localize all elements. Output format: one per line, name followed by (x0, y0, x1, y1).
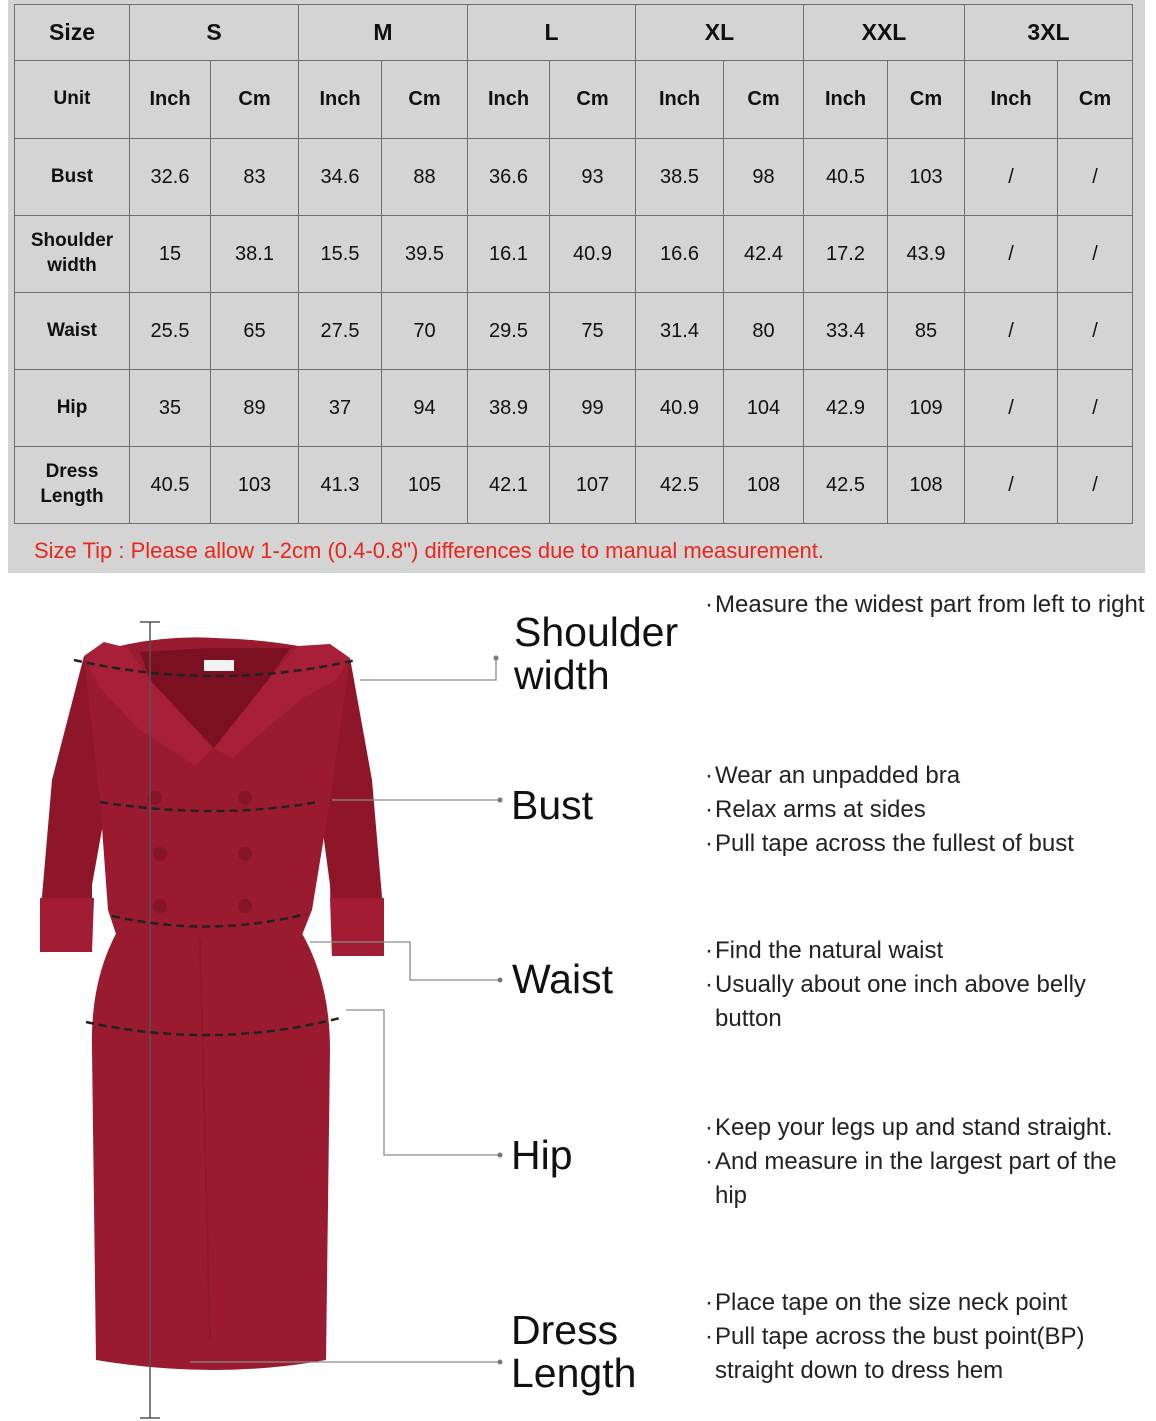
value-cell: / (965, 293, 1058, 370)
value-cell: 70 (382, 293, 468, 370)
value-cell: 109 (888, 370, 965, 447)
value-cell: 29.5 (468, 293, 550, 370)
value-cell: 85 (888, 293, 965, 370)
value-cell: 38.5 (636, 139, 724, 216)
guide-note: · Place tape on the size neck point (705, 1286, 1150, 1320)
size-header-row (15, 5, 1133, 61)
size-m: M (299, 5, 468, 61)
value-cell: / (1058, 370, 1133, 447)
value-cell: 75 (550, 293, 636, 370)
size-header-label: Size (15, 5, 130, 61)
value-cell: 32.6 (130, 139, 211, 216)
value-cell: 83 (211, 139, 299, 216)
unit-cell: Inch (299, 61, 382, 139)
value-cell: 35 (130, 370, 211, 447)
guide-note: · Find the natural waist (705, 934, 1150, 968)
guide-notes-hip (705, 1111, 1150, 1213)
guide-notes-bust (705, 759, 1150, 861)
guide-note: · Pull tape across the bust point(BP) straight down to dress hem (705, 1320, 1150, 1388)
value-cell: / (1058, 216, 1133, 293)
value-cell: / (965, 216, 1058, 293)
value-cell: 15 (130, 216, 211, 293)
value-cell: 36.6 (468, 139, 550, 216)
row-label: Waist (15, 293, 130, 370)
value-cell: 105 (382, 447, 468, 524)
value-cell: 98 (724, 139, 804, 216)
unit-cell: Cm (724, 61, 804, 139)
value-cell: 33.4 (804, 293, 888, 370)
value-cell: 31.4 (636, 293, 724, 370)
value-cell: 17.2 (804, 216, 888, 293)
row-label: Dress Length (15, 447, 130, 524)
value-cell: 108 (888, 447, 965, 524)
measure-row-bust (15, 139, 1133, 216)
value-cell: 40.5 (804, 139, 888, 216)
unit-cell: Cm (1058, 61, 1133, 139)
value-cell: 15.5 (299, 216, 382, 293)
value-cell: 42.5 (804, 447, 888, 524)
unit-cell: Inch (804, 61, 888, 139)
value-cell: 38.1 (211, 216, 299, 293)
value-cell: / (965, 447, 1058, 524)
value-cell: 103 (211, 447, 299, 524)
row-label: Shoulder width (15, 216, 130, 293)
guide-title-hip: Hip (511, 1132, 573, 1178)
guide-notes-shoulder-width (705, 588, 1150, 622)
unit-cell: Inch (130, 61, 211, 139)
guide-title-shoulder-width: Shoulder width (514, 609, 679, 698)
guide-title-waist: Waist (512, 956, 613, 1002)
value-cell: 38.9 (468, 370, 550, 447)
value-cell: 108 (724, 447, 804, 524)
value-cell: 16.6 (636, 216, 724, 293)
size-chart-table (14, 4, 1133, 524)
value-cell: 93 (550, 139, 636, 216)
value-cell: 16.1 (468, 216, 550, 293)
guide-note: · And measure in the largest part of the hip (705, 1145, 1150, 1213)
value-cell: 43.9 (888, 216, 965, 293)
guide-notes-dress-length (705, 1286, 1150, 1388)
guide-title-dress-length: Dress Length (511, 1307, 637, 1396)
guide-note: · Pull tape across the fullest of bust (705, 827, 1150, 861)
size-xxl: XXL (804, 5, 965, 61)
guide-note: · Usually about one inch above belly button (705, 968, 1150, 1036)
size-chart-panel (8, 0, 1145, 573)
value-cell: / (1058, 447, 1133, 524)
unit-cell: Cm (211, 61, 299, 139)
size-xl: XL (636, 5, 804, 61)
value-cell: / (1058, 293, 1133, 370)
value-cell: 42.1 (468, 447, 550, 524)
dress-icon (40, 637, 384, 1370)
measure-row-shoulder (15, 216, 1133, 293)
value-cell: 42.5 (636, 447, 724, 524)
unit-cell: Cm (550, 61, 636, 139)
value-cell: 104 (724, 370, 804, 447)
value-cell: 94 (382, 370, 468, 447)
unit-cell: Cm (382, 61, 468, 139)
unit-header-label: Unit (15, 61, 130, 139)
value-cell: 65 (211, 293, 299, 370)
unit-row (15, 61, 1133, 139)
value-cell: 40.9 (636, 370, 724, 447)
value-cell: 107 (550, 447, 636, 524)
size-3xl: 3XL (965, 5, 1133, 61)
value-cell: / (1058, 139, 1133, 216)
measure-row-dress-length (15, 447, 1133, 524)
size-l: L (468, 5, 636, 61)
value-cell: 39.5 (382, 216, 468, 293)
value-cell: 103 (888, 139, 965, 216)
row-label: Bust (15, 139, 130, 216)
unit-cell: Inch (468, 61, 550, 139)
guide-title-bust: Bust (511, 782, 594, 828)
guide-notes-waist (705, 934, 1150, 1036)
value-cell: 40.9 (550, 216, 636, 293)
row-label: Hip (15, 370, 130, 447)
value-cell: 42.9 (804, 370, 888, 447)
unit-cell: Cm (888, 61, 965, 139)
value-cell: 89 (211, 370, 299, 447)
value-cell: 88 (382, 139, 468, 216)
measure-row-hip (15, 370, 1133, 447)
size-tip: Size Tip : Please allow 1-2cm (0.4-0.8") differences due to manual measurement. (34, 538, 825, 563)
guide-note: · Measure the widest part from left to right (705, 588, 1150, 622)
guide-note: · Wear an unpadded bra (705, 759, 1150, 793)
value-cell: 25.5 (130, 293, 211, 370)
value-cell: 41.3 (299, 447, 382, 524)
value-cell: 34.6 (299, 139, 382, 216)
measure-row-waist (15, 293, 1133, 370)
size-s: S (130, 5, 299, 61)
value-cell: 99 (550, 370, 636, 447)
unit-cell: Inch (636, 61, 724, 139)
value-cell: / (965, 139, 1058, 216)
guide-note: · Relax arms at sides (705, 793, 1150, 827)
value-cell: / (965, 370, 1058, 447)
unit-cell: Inch (965, 61, 1058, 139)
value-cell: 27.5 (299, 293, 382, 370)
value-cell: 42.4 (724, 216, 804, 293)
guide-note: · Keep your legs up and stand straight. (705, 1111, 1150, 1145)
value-cell: 80 (724, 293, 804, 370)
value-cell: 37 (299, 370, 382, 447)
value-cell: 40.5 (130, 447, 211, 524)
